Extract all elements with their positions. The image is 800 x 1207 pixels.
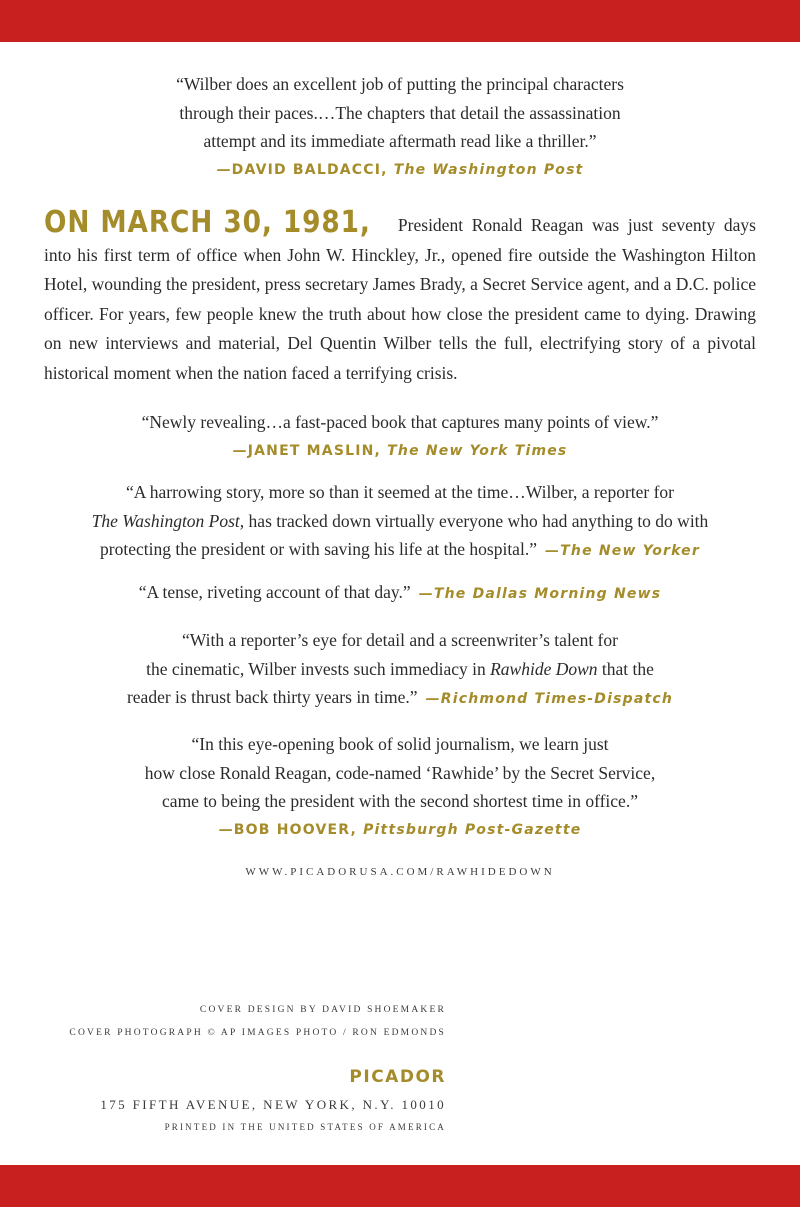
quote-dallas [0,578,800,609]
quote-line: “Newly revealing…a fast-paced book that captures many points of view.” [141,412,659,432]
quote-line: how close Ronald Reagan, code-named ‘Rawhide’ by the Secret Service, [144,762,656,783]
quote-line: protecting the president or with saving his life at the hospital.” —The New Yorker [100,539,700,559]
quote-line: “In this eye-opening book of solid journalism, we learn just [191,734,609,754]
publisher-address: 175 FIFTH AVENUE, NEW YORK, N.Y. 10010 [100,1097,446,1112]
quote-line: The Washington Post, has tracked down virtually everyone who had anything to do with [91,510,709,531]
quote-attribution: —DAVID BALDACCI, The Washington Post [216,161,584,178]
quote-attribution: —The New Yorker [544,543,700,559]
quote-attribution: —JANET MASLIN, The New York Times [232,442,568,459]
quote-new-yorker [0,478,800,566]
quote-maslin [0,408,800,465]
publisher-logo: PICADOR [349,1067,446,1087]
top-red-band [0,0,800,42]
quote-line: “A tense, riveting account of that day.” —The Dallas Morning News [138,582,662,602]
printed-in: PRINTED IN THE UNITED STATES OF AMERICA [164,1122,446,1132]
quote-line: “A harrowing story, more so than it seemed at the time…Wilber, a reporter for [125,482,675,502]
quote-line: “With a reporter’s eye for detail and a screenwriter’s talent for [182,630,618,650]
quote-line: “Wilber does an excellent job of putting the principal characters [176,74,624,94]
bottom-red-band [0,1165,800,1207]
quote-hoover [0,730,800,844]
lead-in-date: ON MARCH 30, 1981, [44,205,371,240]
quote-line: came to being the president with the second shortest time in office.” [162,791,638,811]
quote-attribution: —The Dallas Morning News [418,586,662,602]
quote-richmond [0,626,800,714]
quote-line: the cinematic, Wilber invests such immediacy in Rawhide Down that the [146,658,654,679]
quote-line: attempt and its immediate aftermath read like a thriller.” [203,131,597,151]
quote-baldacci [0,70,800,184]
cover-design-credit: COVER DESIGN BY DAVID SHOEMAKER [199,1005,446,1015]
description-text: President Ronald Reagan was just seventy days into his first term of office when John W. Hinckley, Jr., opened fire outside the Washington Hilton Hotel, wounding the president, press secretary James Brady, a Secret Service agent, and a D.C. police officer. For years, few people knew the truth about how close the president came to dying. Drawing on new interviews and material, Del Quentin Wilber tells the full, electrifying story of a pivotal historical moment when the nation faced a terrifying crisis. [44,215,756,383]
website-url: WWW.PICADORUSA.COM/RAWHIDEDOWN [245,866,555,878]
quote-line: reader is thrust back thirty years in time.” —Richmond Times-Dispatch [126,687,674,707]
quote-attribution: —Richmond Times-Dispatch [425,691,674,707]
book-description [44,205,756,388]
quote-attribution: —BOB HOOVER, Pittsburgh Post-Gazette [218,821,582,838]
quote-line: through their paces.…The chapters that detail the assassination [179,102,621,123]
cover-photo-credit: COVER PHOTOGRAPH © AP IMAGES PHOTO / RON EDMONDS [69,1028,446,1038]
